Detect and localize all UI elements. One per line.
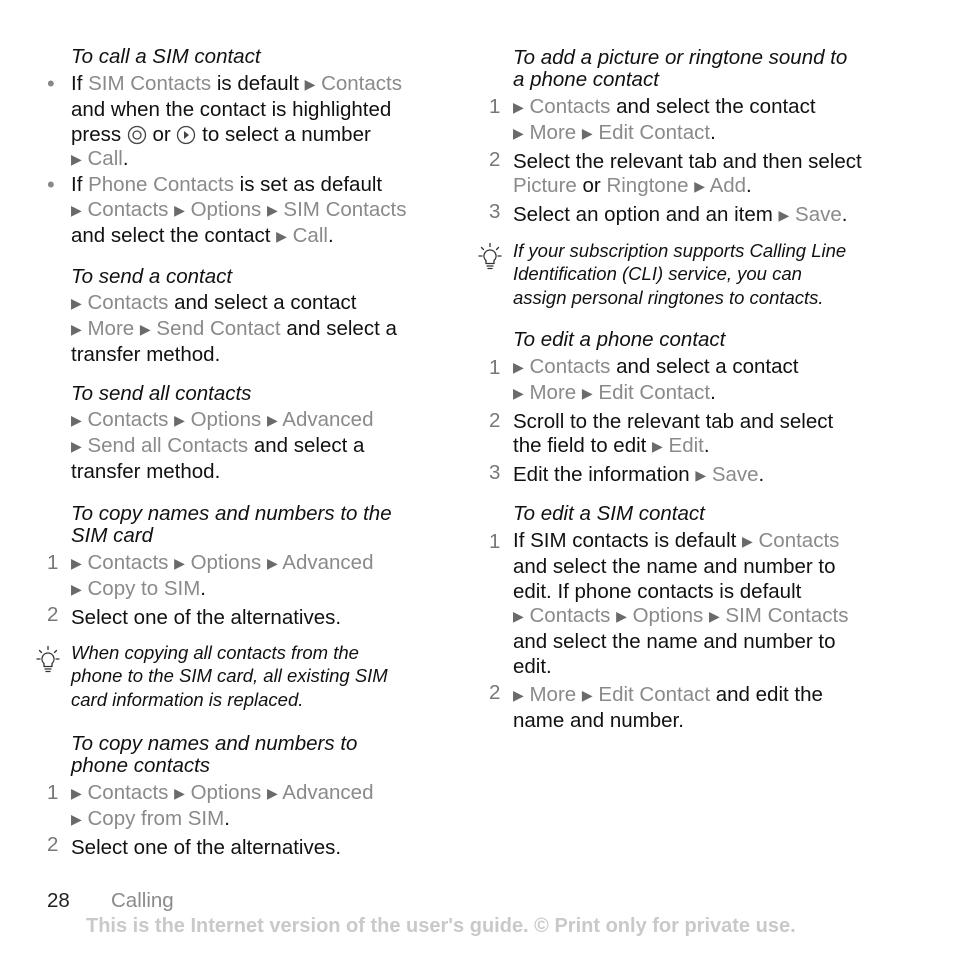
arrow-icon: ▶ xyxy=(71,412,82,428)
section-copy-to-phone: To copy names and numbers to phone contacts ▶ Contacts ▶ Options ▶ Advanced ▶ Copy from SIM. Select one of the alternatives. xyxy=(71,733,470,860)
arrow-icon: ▶ xyxy=(71,555,82,571)
arrow-icon: ▶ xyxy=(266,201,278,218)
arrow-icon: ▶ xyxy=(778,207,790,224)
arrow-icon: ▶ xyxy=(174,201,185,218)
bullet: • xyxy=(47,172,55,197)
arrow-icon: ▶ xyxy=(581,384,593,401)
arrow-icon: ▶ xyxy=(71,201,82,218)
arrow-icon: ▶ xyxy=(616,608,627,625)
step-number: 1 xyxy=(489,530,501,553)
bullet-item-sim-default: If SIM Contacts is default ▶ Contacts and when the contact is highlighted press or to select a number ▶ Call. xyxy=(71,72,402,171)
arrow-icon: ▶ xyxy=(71,437,82,454)
heading-edit-sim-contact: To edit a SIM contact xyxy=(513,502,705,525)
tip-lightbulb-icon xyxy=(475,242,505,272)
arrow-icon: ▶ xyxy=(266,785,278,801)
step-number: 2 xyxy=(47,603,59,626)
arrow-icon: ▶ xyxy=(71,151,82,168)
tip-ringtones: If your subscription supports Calling Line Identification (CLI) service, you can assign personal ringtones to contacts. xyxy=(513,240,847,308)
arrow-icon: ▶ xyxy=(266,555,278,571)
section-edit-sim-contact: To edit a SIM contact If SIM contacts is default ▶ Contacts and select the name and number to edit. If phone contacts is default ▶ Contacts ▶ Options ▶ SIM Contacts and select the name and number to edit. ▶ More ▶ Edit Contact and edit the name and number. xyxy=(513,503,954,733)
heading-copy-to-sim: To copy names and numbers to the xyxy=(71,502,392,525)
heading-add-picture-ringtone: To add a picture or ringtone sound to xyxy=(513,46,848,69)
section-call-sim-contact xyxy=(0,46,470,68)
arrow-icon: ▶ xyxy=(513,359,524,375)
heading-call-sim-contact: To call a SIM contact xyxy=(71,45,261,68)
step-number: 2 xyxy=(489,148,501,171)
arrow-icon: ▶ xyxy=(174,785,185,801)
step-number: 3 xyxy=(489,200,501,223)
section-edit-phone-contact: To edit a phone contact ▶ Contacts and select a contact ▶ More ▶ Edit Contact. Scroll to the relevant tab and select the field to edit ▶ Edit. Edit the information ▶ Save. xyxy=(513,329,954,489)
step-number: 1 xyxy=(47,551,59,574)
arrow-icon: ▶ xyxy=(742,533,753,549)
section-send-all-contacts: To send all contacts ▶ Contacts ▶ Options ▶ Advanced ▶ Send all Contacts and select a transfer method. xyxy=(71,383,470,484)
arrow-icon: ▶ xyxy=(276,227,287,244)
arrow-icon: ▶ xyxy=(581,686,593,703)
nav-right-key-icon xyxy=(176,125,196,145)
arrow-icon: ▶ xyxy=(71,580,82,597)
arrow-icon: ▶ xyxy=(71,320,82,337)
arrow-icon: ▶ xyxy=(513,124,524,141)
heading-edit-phone-contact: To edit a phone contact xyxy=(513,328,726,351)
arrow-icon: ▶ xyxy=(513,384,524,401)
heading-send-contact: To send a contact xyxy=(71,265,233,288)
page-number: 28 xyxy=(47,889,70,912)
bullet-item-phone-default: If Phone Contacts is set as default ▶ Contacts ▶ Options ▶ SIM Contacts and select the contact ▶ Call. xyxy=(71,173,407,247)
arrow-icon: ▶ xyxy=(174,412,185,428)
step-number: 2 xyxy=(489,681,501,704)
arrow-icon: ▶ xyxy=(139,320,151,337)
step-number: 2 xyxy=(489,409,501,432)
arrow-icon: ▶ xyxy=(652,438,663,455)
arrow-icon: ▶ xyxy=(513,99,524,115)
step-number: 2 xyxy=(47,833,59,856)
nav-select-key-icon xyxy=(127,125,147,145)
heading-send-all-contacts: To send all contacts xyxy=(71,382,252,405)
arrow-icon: ▶ xyxy=(304,76,316,92)
arrow-icon: ▶ xyxy=(71,810,82,827)
section-name: Calling xyxy=(111,889,174,912)
arrow-icon: ▶ xyxy=(694,178,705,195)
footer-disclaimer: This is the Internet version of the user's guide. © Print only for private use. xyxy=(86,915,796,937)
arrow-icon: ▶ xyxy=(71,785,82,801)
arrow-icon: ▶ xyxy=(513,686,524,703)
tip-copy-to-sim: When copying all contacts from the phone to the SIM card, all existing SIM card information is replaced. xyxy=(71,642,388,710)
arrow-icon: ▶ xyxy=(513,608,524,625)
step-number: 3 xyxy=(489,461,501,484)
arrow-icon: ▶ xyxy=(71,295,82,311)
step-number: 1 xyxy=(489,95,501,118)
arrow-icon: ▶ xyxy=(174,555,185,571)
section-send-contact: To send a contact ▶ Contacts and select a contact ▶ More ▶ Send Contact and select a transfer method. xyxy=(71,266,470,367)
step-number: 1 xyxy=(489,356,501,379)
arrow-icon: ▶ xyxy=(708,608,720,625)
tip-lightbulb-icon xyxy=(33,645,63,675)
bullet: • xyxy=(47,71,55,96)
arrow-icon: ▶ xyxy=(581,124,593,141)
step-number: 1 xyxy=(47,781,59,804)
section-copy-to-sim: To copy names and numbers to the SIM card ▶ Contacts ▶ Options ▶ Advanced ▶ Copy to SIM. Select one of the alternatives. xyxy=(71,503,470,630)
section-add-picture-ringtone: To add a picture or ringtone sound to a phone contact ▶ Contacts and select the contact ▶ More ▶ Edit Contact. Select the relevant tab and then select Picture or Ringtone ▶ Add. Select an option and an item ▶ Save. xyxy=(513,47,954,229)
heading-copy-to-phone: To copy names and numbers to xyxy=(71,732,358,755)
arrow-icon: ▶ xyxy=(695,467,707,484)
arrow-icon: ▶ xyxy=(266,412,278,428)
